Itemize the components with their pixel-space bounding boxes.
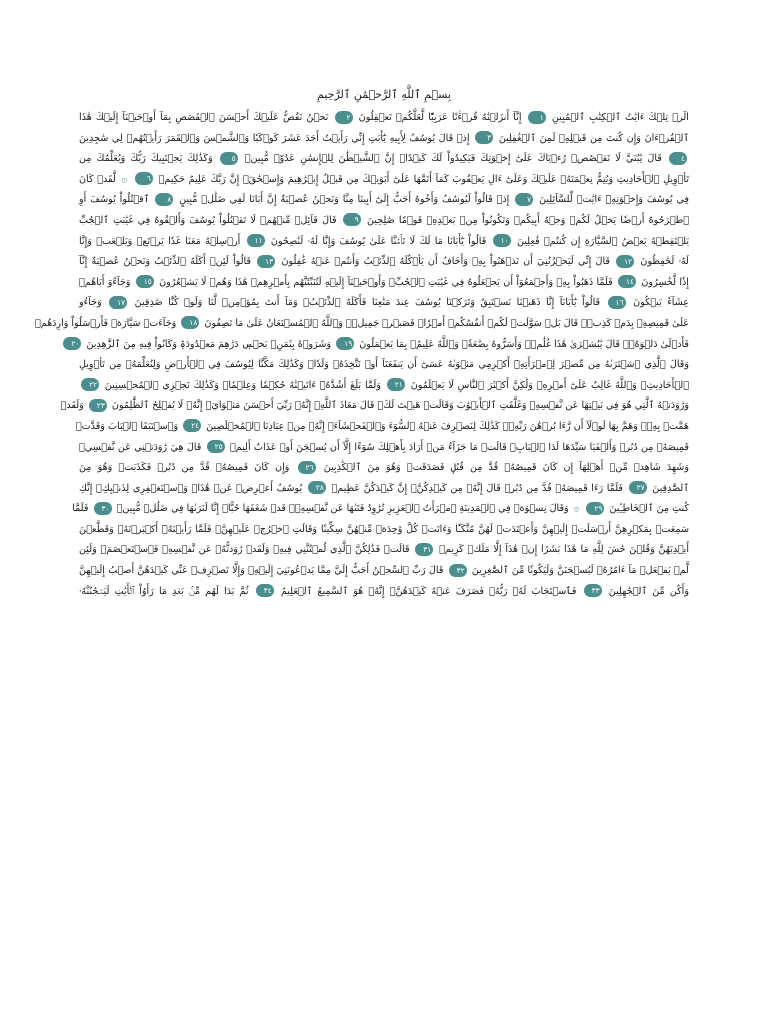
verse-text: الٓرۚ تِلۡكَ ءَايَٰتُ ٱلۡكِتَٰبِ ٱلۡمُبِينِ [551, 112, 689, 123]
verse-text: وَقَالَ نِسۡوَةٞ فِي ٱلۡمَدِينَةِ ٱمۡرَأَتُ ٱلۡعَزِيزِ تُرَٰوِدُ فَتَىٰهَا عَن نَّفۡسِهِۦۖ قَدۡ شَغَفَهَا حُبًّاۖ إِنَّا لَنَرَىٰهَا فِي ضَلَٰلٖ مُّبِينٖ [116, 503, 569, 515]
text-line [79, 273, 689, 294]
ayah-number-marker: ١٦ [608, 296, 626, 309]
text-line [79, 129, 689, 150]
verse-text: عَلَىٰ قَمِيصِهِۦ بِدَمٖ كَذِبٖۚ قَالَ بَلۡ سَوَّلَتۡ لَكُمۡ أَنفُسُكُمۡ أَمۡرٗاۖ فَصَبۡرٞ جَمِيلٞۖ وَٱللَّهُ ٱلۡمُسۡتَعَانُ عَلَىٰ مَا تَصِفُونَ [204, 317, 689, 329]
ayah-number-marker: ٢٩ [586, 502, 604, 515]
ayah-number-marker: ٢٦ [298, 461, 316, 474]
text-line [79, 355, 689, 376]
verse-text: سَمِعَتۡ بِمَكۡرِهِنَّ أَرۡسَلَتۡ إِلَيۡهِنَّ وَأَعۡتَدَتۡ لَهُنَّ مُتَّكَـٔٗا وَءَاتَتۡ كُلَّ وَٰحِدَةٖ مِّنۡهُنَّ سِكِّينٗا وَقَالَتِ ٱخۡرُجۡ عَلَيۡهِنَّۖ فَلَمَّا رَأَيۡنَهُۥٓ أَكۡبَرۡنَهُۥ وَقَطَّعۡنَ [79, 523, 689, 535]
text-line [79, 211, 689, 232]
text-line [79, 108, 689, 129]
text-line [72, 499, 689, 520]
text-line [79, 561, 689, 582]
ayah-number-marker: ١٢ [616, 255, 634, 268]
quran-page [34, 88, 690, 602]
verse-text: يَلۡتَقِطۡهُ بَعۡضُ ٱلسَّيَّارَةِ إِن كُنتُمۡ فَٰعِلِينَ [516, 235, 689, 247]
verse-text: إِنَّآ أَنزَلۡنَٰهُ قُرۡءَٰنًا عَرَبِيّٗا لَّعَلَّكُمۡ تَعۡقِلُونَ [358, 112, 522, 123]
ayah-number-marker: ٧ [515, 193, 533, 206]
verse-text: عِشَآءٗ يَبۡكُونَ [633, 297, 689, 309]
verse-text: قَمِيصَهُۥ مِن دُبُرٖ وَأَلۡفَيَا سَيِّدَهَا لَدَا ٱلۡبَابِۚ قَالَتۡ مَا جَزَآءُ مَنۡ أَرَادَ بِأَهۡلِكَ سُوٓءًا إِلَّآ أَن يُسۡجَنَ أَوۡ عَذَابٌ أَلِيمٞ [229, 441, 689, 453]
ayah-number-marker: ٩ [343, 213, 361, 226]
text-line [34, 314, 689, 335]
text-line [79, 149, 689, 170]
verse-text: فِي يُوسُفَ وَإِخۡوَتِهِۦٓ ءَايَٰتٞ لِّلسَّآئِلِينَ [539, 194, 689, 206]
verse-text: لَّمۡ يَفۡعَلۡ مَآ ءَامُرُهُۥ لَيُسۡجَنَنَّ وَلَيَكُونٗا مِّنَ ٱلصَّٰغِرِينَ [471, 565, 689, 577]
verse-text: فَأَدۡلَىٰ دَلۡوَهُۥۖ قَالَ يَٰبُشۡرَىٰ هَٰذَا غُلَٰمٞۚ وَأَسَرُّوهُ بِضَٰعَةٗۚ وَٱللَّهُ عَلِيمُۢ بِمَا يَعۡمَلُونَ [359, 338, 689, 350]
verse-text: قَالَ يَٰبُنَيَّ لَا تَقۡصُصۡ رُءۡيَاكَ عَلَىٰٓ إِخۡوَتِكَ فَيَكِيدُواْ لَكَ كَيۡدًاۖ إِنَّ ٱلشَّيۡطَٰنَ لِلۡإِنسَٰنِ عَدُوّٞ مُّبِينٞ [244, 153, 662, 165]
text-line [79, 293, 689, 314]
verse-text: قَالُواْ يَٰٓأَبَانَا مَا لَكَ لَا تَأۡمَ۬نَّا عَلَىٰ يُوسُفَ وَإِنَّا لَهُۥ لَنَٰصِحُونَ [270, 235, 487, 247]
verse-text: قَالُواْ يَٰٓأَبَانَآ إِنَّا ذَهَبۡنَا نَسۡتَبِقُ وَتَرَكۡنَا يُوسُفَ عِندَ مَتَٰعِنَا فَأَكَلَهُ ٱلذِّئۡبُۖ وَمَآ أَنتَ بِمُؤۡمِنٖ لَّنَا وَلَوۡ كُنَّا صَٰدِقِينَ [134, 297, 601, 309]
verse-text: وَلَقَدۡ [60, 400, 84, 412]
text-line [75, 417, 689, 438]
verse-text: وَكَذَٰلِكَ يَجۡتَبِيكَ رَبُّكَ وَيُعَلِّمُكَ مِن [79, 153, 213, 165]
ayah-number-marker: ١٥ [136, 275, 154, 288]
verse-text: نَحۡنُ نَقُصُّ عَلَيۡكَ أَحۡسَنَ ٱلۡقَصَصِ بِمَآ أَوۡحَيۡنَآ إِلَيۡكَ هَٰذَا [79, 112, 329, 123]
ayah-number-marker: ٢٥ [207, 440, 225, 453]
verse-text: قَالُواْ لَئِنۡ أَكَلَهُ ٱلذِّئۡبُ وَنَحۡنُ عُصۡبَةٌ إِنَّآ [79, 256, 251, 268]
verse-text: أَيۡدِيَهُنَّ وَقُلۡنَ حَٰشَ لِلَّهِ مَا هَٰذَا بَشَرًا إِنۡ هَٰذَآ إِلَّا مَلَكٞ كَرِيمٞ [439, 544, 689, 556]
text-line [71, 335, 689, 356]
verse-text: وَجَآءُوٓ أَبَاهُمۡ [79, 276, 131, 288]
text-line [79, 376, 689, 397]
verse-text: وَإِن كَانَ قَمِيصُهُۥ قُدَّ مِن دُبُرٖ فَكَذَبَتۡ وَهُوَ مِنَ [79, 462, 290, 474]
verse-text: كُنتِ مِنَ ٱلۡخَاطِـِٔينَ [609, 503, 689, 515]
ayah-number-marker: ٣٢ [449, 564, 467, 577]
ayah-number-marker: ٢٨ [308, 481, 326, 494]
verse-text: قَالَتۡ فَذَٰلِكُنَّ ٱلَّذِي لُمۡتُنَّنِي فِيهِۖ وَلَقَدۡ رَٰوَدتُّهُۥ عَن نَّفۡسِهِۦ فَٱسۡتَعۡصَمَۖ وَلَئِن [79, 544, 410, 556]
ayah-number-marker: ٣٤ [256, 584, 274, 597]
text-line [79, 582, 689, 603]
verse-text: لَهُۥ لَحَٰفِظُونَ [640, 256, 689, 268]
text-line [79, 458, 689, 479]
verse-text: هَمَّتۡ بِهِۦۖ وَهَمَّ بِهَا لَوۡلَآ أَن رَّءَا بُرۡهَٰنَ رَبِّهِۦۚ كَذَٰلِكَ لِنَصۡرِفَ عَنۡهُ ٱلسُّوٓءَ وَٱلۡفَحۡشَآءَۚ إِنَّهُۥ مِنۡ عِبَادِنَا ٱلۡمُخۡلَصِينَ [206, 420, 689, 432]
ayah-number-marker: ١٣ [257, 255, 275, 268]
ayah-number-marker: ٢٢ [81, 378, 99, 391]
verse-text: ٱلصَّٰدِقِينَ [652, 482, 689, 494]
verse-text: يُوسُفُ أَعۡرِضۡ عَنۡ هَٰذَاۚ وَٱسۡتَغۡفِرِي لِذَنۢبِكِۖ إِنَّكِ [79, 482, 303, 494]
verse-text: إِذۡ قَالَ يُوسُفُ لِأَبِيهِ يَٰٓأَبَتِ إِنِّي رَأَيۡتُ أَحَدَ عَشَرَ كَوۡكَبٗا وَٱلشَّمۡسَ وَٱلۡقَمَرَ رَأَيۡتُهُمۡ لِي سَٰجِدِينَ [79, 132, 470, 144]
verse-text: إِذۡ قَالُواْ لَيُوسُفُ وَأَخُوهُ أَحَبُّ إِلَىٰٓ أَبِينَا مِنَّا وَنَحۡنُ عُصۡبَةٌ إِنَّ أَبَانَا لَفِي ضَلَٰلٖ مُّبِينٍ [179, 194, 510, 206]
ayah-number-marker: ٣٠ [94, 502, 112, 515]
verse-text: وَجَآءُو [79, 297, 102, 309]
ayah-number-marker: ٢١ [387, 378, 405, 391]
ayah-number-marker: ١١ [247, 234, 265, 247]
verse-text: قَالَ رَبِّ ٱلسِّجۡنُ أَحَبُّ إِلَيَّ مِمَّا يَدۡعُونَنِيٓ إِلَيۡهِۖ وَإِلَّا تَصۡرِفۡ عَنِّي كَيۡدَهُنَّ أَصۡبُ إِلَيۡهِنَّ [79, 565, 444, 577]
ayah-number-marker: ٨ [155, 193, 173, 206]
verse-text: وَأَكُن مِّنَ ٱلۡجَٰهِلِينَ [608, 585, 689, 597]
verse-text: فَٱسۡتَجَابَ لَهُۥ رَبُّهُۥ فَصَرَفَ عَنۡهُ كَيۡدَهُنَّۚ إِنَّهُۥ هُوَ ٱلسَّمِيعُ ٱلۡعَلِيمُ [280, 585, 577, 597]
ayah-number-marker: ٥ [220, 152, 238, 165]
verse-text: وَلَمَّا بَلَغَ أَشُدَّهُۥٓ ءَاتَيۡنَٰهُ حُكۡمٗا وَعِلۡمٗاۚ وَكَذَٰلِكَ نَجۡزِي ٱلۡمُحۡسِنِينَ [104, 379, 381, 391]
verse-text: قَالَ قَآئِلٞ مِّنۡهُمۡ لَا تَقۡتُلُواْ يُوسُفَ وَأَلۡقُوهُ فِي غَيَٰبَتِ ٱلۡجُبِّ [79, 214, 337, 226]
ayah-number-marker: ٣ [475, 131, 493, 144]
verse-text: ثُمَّ بَدَا لَهُم مِّنۢ بَعۡدِ مَا رَأَوُاْ ٱلۡأٓيَٰتِ لَيَسۡجُنُنَّهُۥ [79, 585, 249, 597]
verse-text: فَلَمَّا ذَهَبُواْ بِهِۦ وَأَجۡمَعُوٓاْ أَن يَجۡعَلُوهُ فِي غَيَٰبَتِ ٱلۡجُبِّۚ وَأَوۡحَيۡنَآ إِلَيۡهِ لَتُنَبِّئَنَّهُم بِأَمۡرِهِمۡ هَٰذَا وَهُمۡ لَا يَشۡعُرُونَ [159, 276, 613, 288]
ayah-number-marker: ١٠ [493, 234, 511, 247]
text-line [60, 396, 689, 417]
ayah-number-marker: ٢٤ [183, 419, 201, 432]
ayah-number-marker: ١٤ [618, 275, 636, 288]
verse-text: قَالَ هِيَ رَٰوَدَتۡنِي عَن نَّفۡسِيۚ [79, 441, 202, 453]
ayah-number-marker: ١٨ [181, 316, 199, 329]
verse-text: ٱلۡقُرۡءَانَ وَإِن كُنتَ مِن قَبۡلِهِۦ لَمِنَ ٱلۡغَٰفِلِينَ [498, 132, 690, 144]
text-line [79, 170, 689, 191]
verse-text: ٱقۡتُلُواْ يُوسُفَ أَوِ [79, 194, 150, 206]
text-line [79, 438, 689, 459]
ayah-number-marker: ١ [528, 111, 546, 124]
verse-text: فَلَمَّا [72, 503, 89, 515]
ayah-number-marker: ٦ [135, 172, 153, 185]
ayah-number-marker: ١٧ [109, 296, 127, 309]
verse-text: لَّقَدۡ كَانَ [79, 173, 116, 185]
ayah-number-marker: ٣٣ [584, 584, 602, 597]
ayah-number-marker: ٤ [669, 152, 687, 165]
text-line [79, 479, 689, 500]
ayah-number-marker: ٢٣ [89, 399, 107, 412]
verse-text: فَلَمَّا رَءَا قَمِيصَهُۥ قُدَّ مِن دُبُرٖ قَالَ إِنَّهُۥ مِن كَيۡدِكُنَّۖ إِنَّ كَيۡدَكُنَّ عَظِيمٞ [331, 482, 623, 494]
verse-text: إِذٗا لَّخَٰسِرُونَ [641, 276, 689, 288]
verse-text: أَرۡسِلۡهُ مَعَنَا غَدٗا يَرۡتَعۡ وَيَلۡعَبۡ وَإِنَّا [79, 235, 241, 247]
hizb-marker-icon: ۞ [573, 503, 580, 515]
verse-text: قَالَ إِنِّي لَيَحۡزُنُنِيٓ أَن تَذۡهَبُواْ بِهِۦ وَأَخَافُ أَن يَأۡكُلَهُ ٱلذِّئۡبُ وَأَنتُمۡ عَنۡهُ غَٰفِلُونَ [281, 256, 610, 268]
text-line [79, 252, 689, 273]
verse-text: ٱطۡرَحُوهُ أَرۡضٗا يَخۡلُ لَكُمۡ وَجۡهُ أَبِيكُمۡ وَتَكُونُواْ مِنۢ بَعۡدِهِۦ قَوۡمٗا صَٰلِحِينَ [366, 214, 689, 226]
verse-text: وَٱسۡتَبَقَا ٱلۡبَابَ وَقَدَّتۡ [75, 420, 179, 432]
text-line [79, 540, 689, 561]
ayah-number-marker: ١٩ [336, 337, 354, 350]
text-line [79, 520, 689, 541]
verse-text: وَشَهِدَ شَاهِدٞ مِّنۡ أَهۡلِهَآ إِن كَانَ قَمِيصُهُۥ قُدَّ مِن قُبُلٖ فَصَدَقَتۡ وَهُوَ مِنَ ٱلۡكَٰذِبِينَ [323, 462, 689, 474]
verse-text: وَشَرَوۡهُ بِثَمَنِۭ بَخۡسٖ دَرَٰهِمَ مَعۡدُودَةٖ وَكَانُواْ فِيهِ مِنَ ٱلزَّٰهِدِينَ [86, 338, 332, 350]
ayah-number-marker: ٢٠ [63, 337, 81, 350]
verse-text: ٱلۡأَحَادِيثِۚ وَٱللَّهُ غَالِبٌ عَلَىٰٓ أَمۡرِهِۦ وَلَٰكِنَّ أَكۡثَرَ ٱلنَّاسِ لَا يَعۡلَمُونَ [410, 379, 689, 391]
ayah-number-marker: ٣١ [415, 543, 433, 556]
ayah-number-marker: ٢٧ [629, 481, 647, 494]
verse-text: وَقَالَ ٱلَّذِي ٱشۡتَرَىٰهُ مِن مِّصۡرَ لِٱمۡرَأَتِهِۦٓ أَكۡرِمِي مَثۡوَىٰهُ عَسَىٰٓ أَن يَنفَعَنَآ أَوۡ نَتَّخِذَهُۥ وَلَدٗاۚ وَكَذَٰلِكَ مَكَّنَّا لِيُوسُفَ فِي ٱلۡأَرۡضِ وَلِنُعَلِّمَهُۥ مِن تَأۡوِيلِ [79, 359, 689, 371]
ayah-number-marker: ٢ [335, 111, 353, 124]
hizb-marker-icon: ۞ [121, 173, 128, 185]
verse-text-block [34, 108, 690, 602]
text-line [79, 232, 689, 253]
verse-text: وَجَآءَتۡ سَيَّارَةٞ فَأَرۡسَلُواْ وَارِدَهُمۡ [34, 317, 177, 329]
basmala: بِسۡمِ ٱللَّهِ ٱلرَّحۡمَٰنِ ٱلرَّحِيمِ [317, 88, 451, 101]
text-line [79, 190, 689, 211]
verse-text: وَرَٰوَدَتۡهُ ٱلَّتِي هُوَ فِي بَيۡتِهَا عَن نَّفۡسِهِۦ وَغَلَّقَتِ ٱلۡأَبۡوَٰبَ وَقَالَتۡ هَيۡتَ لَكَۚ قَالَ مَعَاذَ ٱللَّهِۖ إِنَّهُۥ رَبِّيٓ أَحۡسَنَ مَثۡوَايَۖ إِنَّهُۥ لَا يُفۡلِحُ ٱلظَّٰلِمُونَ [111, 400, 689, 412]
verse-text: تَأۡوِيلِ ٱلۡأَحَادِيثِ وَيُتِمُّ نِعۡمَتَهُۥ عَلَيۡكَ وَعَلَىٰٓ ءَالِ يَعۡقُوبَ كَمَآ أَتَمَّهَا عَلَىٰٓ أَبَوَيۡكَ مِن قَبۡلُ إِبۡرَٰهِيمَ وَإِسۡحَٰقَۚ إِنَّ رَبَّكَ عَلِيمٌ حَكِيمٞ [158, 173, 689, 185]
